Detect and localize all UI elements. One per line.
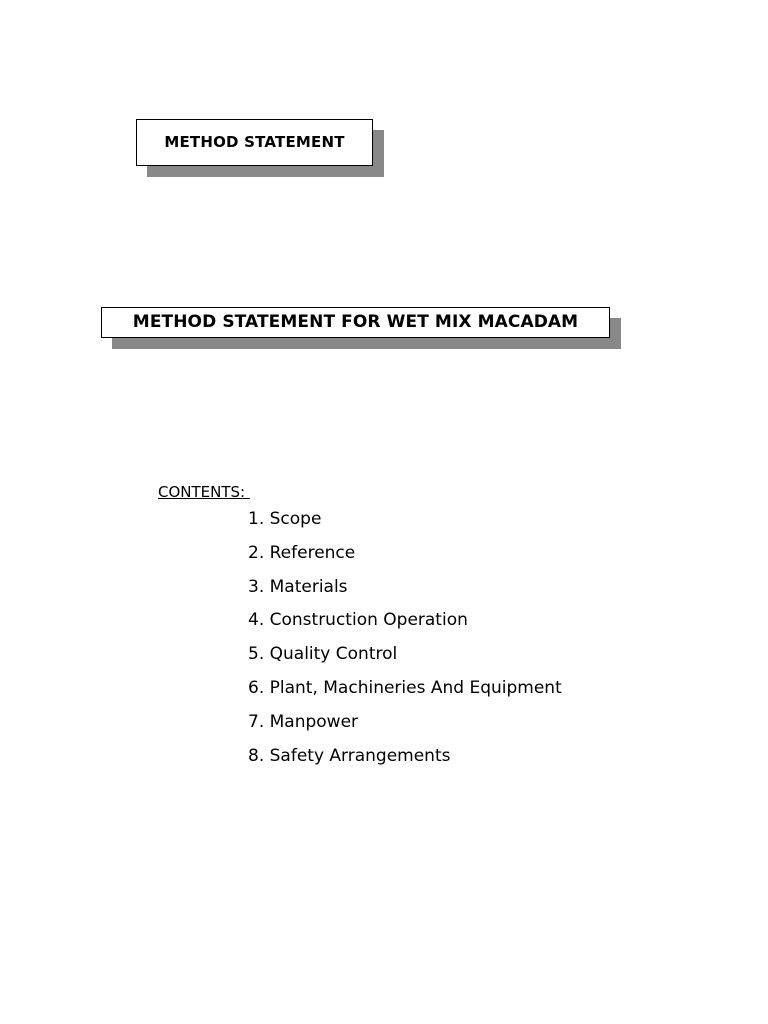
document-title: METHOD STATEMENT FOR WET MIX MACADAM [101, 307, 610, 338]
document-type-label: METHOD STATEMENT [136, 119, 373, 166]
contents-item-construction-operation: 4. Construction Operation [248, 610, 468, 631]
contents-list [248, 508, 562, 778]
contents-heading: CONTENTS: [158, 483, 250, 501]
contents-item-materials: 3. Materials [248, 576, 348, 597]
contents-item-manpower: 7. Manpower [248, 711, 359, 732]
contents-item-quality-control: 5. Quality Control [248, 644, 398, 665]
contents-item-plant-machineries-equipment: 6. Plant, Machineries And Equipment [248, 677, 562, 698]
contents-item-scope: 1. Scope [248, 509, 322, 529]
contents-item-reference: 2. Reference [248, 542, 356, 563]
contents-item-safety-arrangements: 8. Safety Arrangements [248, 745, 451, 766]
